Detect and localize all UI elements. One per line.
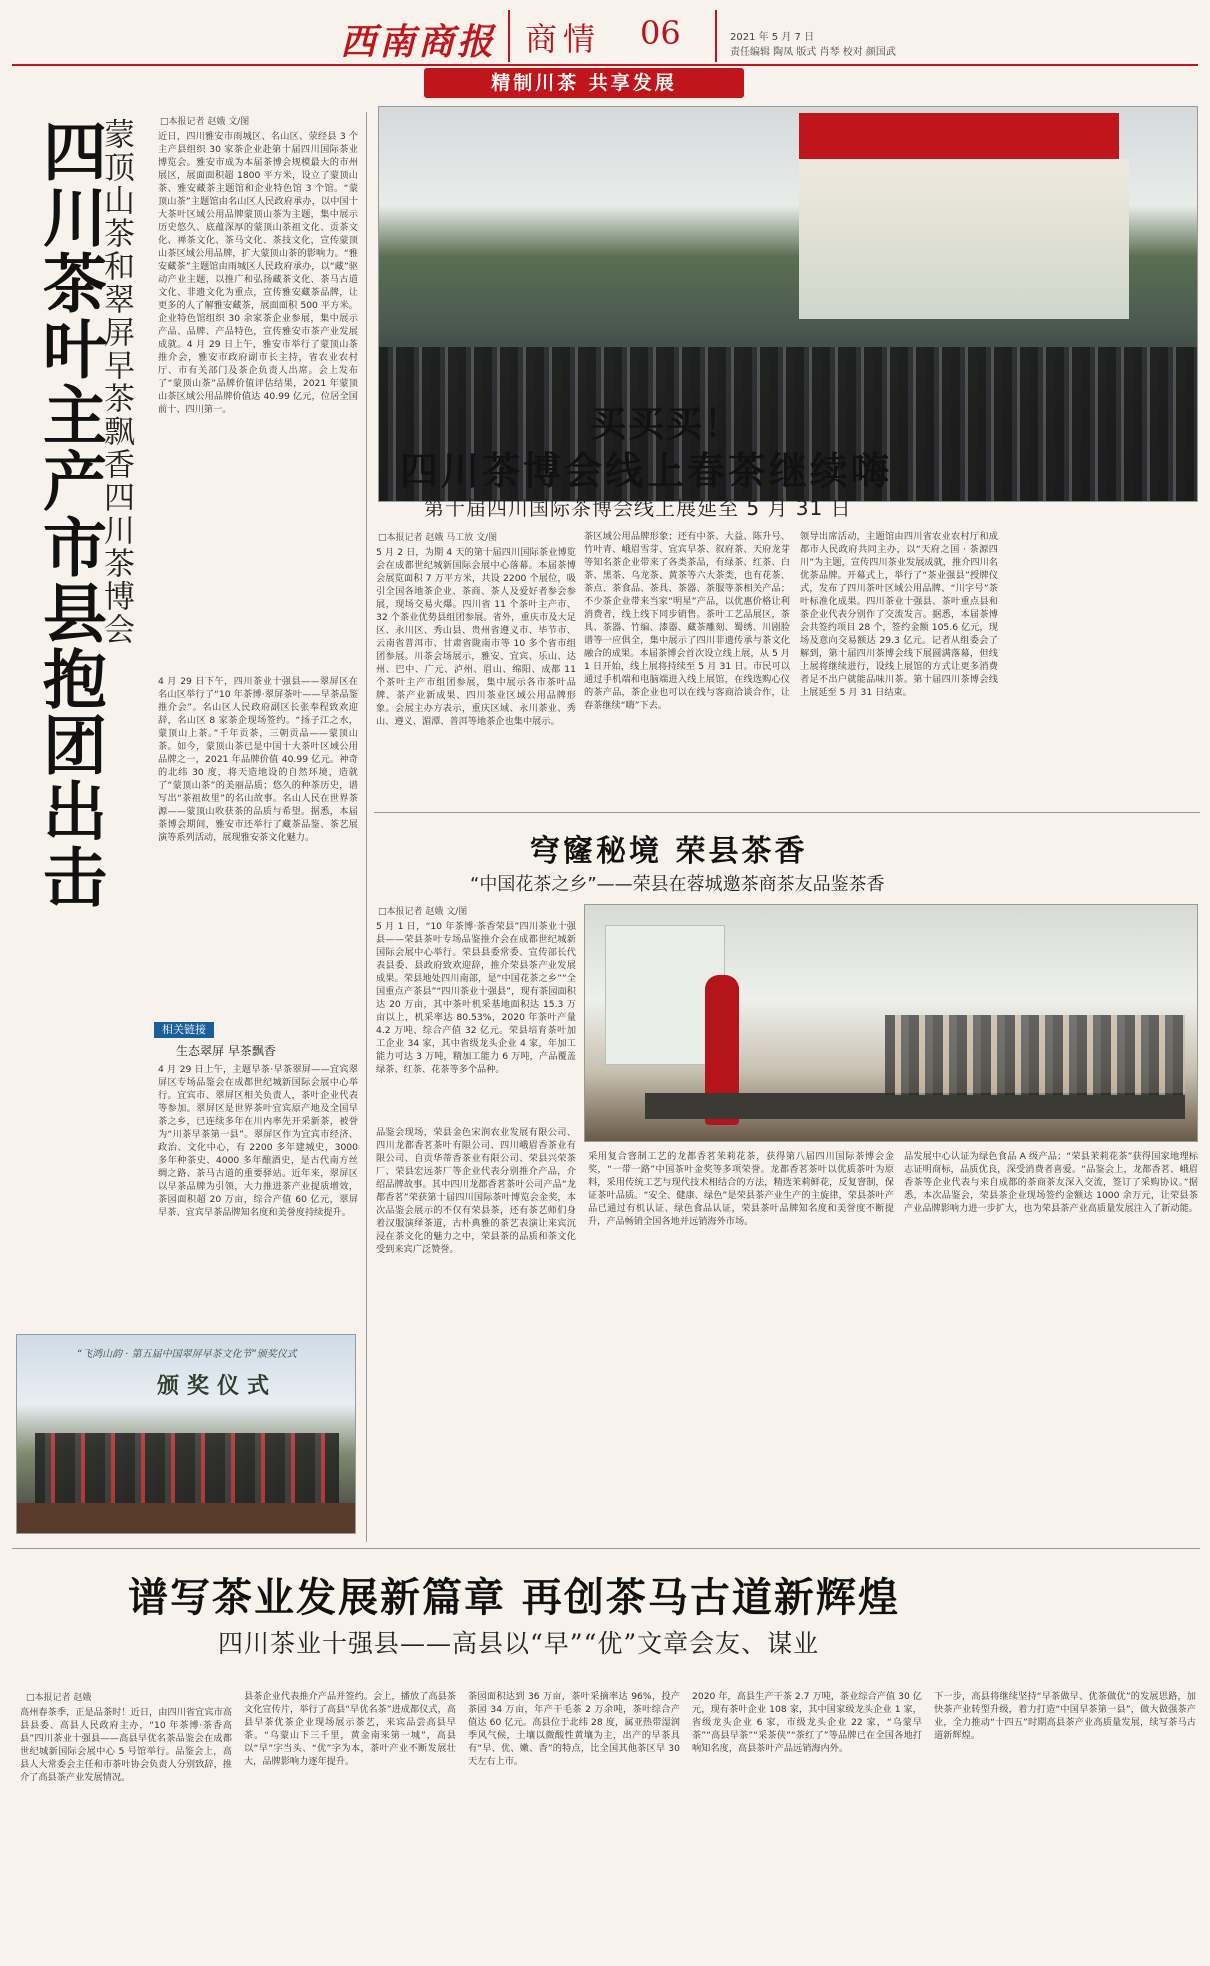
- tea-guests: [885, 1015, 1185, 1095]
- rongxian-byline: □本报记者 赵娥 文/图: [378, 907, 468, 917]
- expo-col-1: 5 月 2 日，为期 4 天的第十届四川国际茶业博览会在成都世纪城新国际会展中心落幕。本届茶博会展览面积 7 万平方米，共设 2200 个展位，吸引全国各地茶企业、茶商、茶人及爱好者参会参展，现场交易火爆。四川省 11 个茶叶主产市、32 个茶业优势县组团参展。省外，重庆市及大足区、永川区、秀山县、贵州省遵义市、毕节市、云南省普洱市、甘肃省陇南市等 10 多个省市组团参展。川茶会场展示，雅安、宜宾、乐山、达州、巴中、广元、泸州、眉山、绵阳、成都 11 个茶叶主产市组团参展，集中展示各市茶叶品牌、茶产业新成果、四川茶业区域公用品牌形象。会展主办方表示，重庆区域、永川茶业、秀山、遵义、湄潭、普洱等地茶企也集中展示。: [376, 547, 576, 727]
- tea-ceremony-photo: [584, 904, 1198, 1142]
- section-rule-2: [12, 1548, 1200, 1549]
- gaoxian-byline: □本报记者 赵娥: [26, 1693, 92, 1703]
- gaoxian-headline: 谱写茶业发展新篇章 再创茶马古道新辉煌: [128, 1574, 900, 1621]
- banner: 精制川茶 共享发展: [424, 68, 744, 98]
- gaoxian-col-4: 2020 年，高县生产干茶 2.7 万吨，茶业综合产值 30 亿元，现有茶叶企业 108 家，其中国家级龙头企业 1 家，省级龙头企业 6 家，市级龙头企业 22 家，“乌蒙早茶”“高县早茶”“采茶侠”“茶红了”等品牌已在全国各地打响知名度，高县茶叶产品远销海内外。: [692, 1691, 922, 1754]
- gaoxian-col-3: 茶园面积达到 36 万亩，茶叶采摘率达 96%，投产茶园 34 万亩，年产干毛茶 2 万余吨，茶叶综合产值达 60 亿元。高县位于北纬 28 度，属亚热带湿润季风气候，土壤以微酸性黄壤为主，出产的早茶具有“早、优、嫩、香”的特点，比全国其他茶区早 30 天左右上市。: [468, 1691, 680, 1767]
- section-title: 商情: [525, 20, 602, 58]
- award-ceremony-photo: [16, 1334, 356, 1534]
- related-title: 生态翠屏 早茶飘香: [176, 1044, 276, 1058]
- expo-byline: □本报记者 赵娥 马工放 文/图: [378, 533, 498, 543]
- rongxian-subhead: “中国花茶之乡”——荣县在蓉城邀茶商茶友品鉴茶香: [470, 874, 885, 895]
- expo-kicker: 买买买！: [590, 403, 743, 445]
- column-divider: [366, 112, 367, 1542]
- lead-subhead: 蒙顶山茶和翠屏早茶飘香四川茶博会: [98, 118, 134, 646]
- masthead-rule: [12, 64, 1198, 66]
- page-number: 06: [640, 14, 681, 52]
- award-photo-caption: “飞鸿山韵 · 第五届中国翠屏早茶文化节”颁奖仪式: [77, 1349, 297, 1360]
- masthead: [0, 0, 1210, 94]
- expo-subhead: 第十届四川国际茶博会线上展延至 5 月 31 日: [424, 496, 852, 520]
- paper-name: 西南商报: [340, 21, 497, 63]
- expo-col-4: [1006, 530, 1198, 804]
- lead-body-1: 近日，四川雅安市雨城区、名山区、荥经县 3 个主产县组织 30 家茶企业赴第十届四川国际茶业博览会。雅安市成为本届茶博会规模最大的市州展区，展面面积超 1800 平方米，设立了蒙顶山茶、雅安藏茶主题馆和企业特色馆 3 个馆。“蒙顶山茶”主题馆由名山区人民政府承办，以中国十大茶叶区域公用品牌蒙顶山茶为主题，集中展示历史悠久、底蕴深厚的蒙顶山茶祖文化、贡茶文化、禅茶文化、茶马文化、茶技文化，宣传蒙顶山茶区域公用品牌，扩大蒙顶山茶的影响力。“雅安藏茶”主题馆由雨城区人民政府承办，以“藏”驱动产业主题，以推广和弘扬藏茶文化、茶马古道文化、非遗文化为重点，宣传雅安藏茶品牌，让更多的人了解雅安藏茶，展面面积 500 平方米。企业特色馆组织 30 余家茶企业参展，集中展示产品、品牌、产品特色，宣传雅安市茶产业发展成就。4 月 29 日上午，雅安市举行了蒙顶山茶推介会，雅安市政府副市长主持，省农业农村厅、市有关部门及茶企负责人出席。会上发布了“蒙顶山茶”品牌价值评估结果，2021 年蒙顶山茶区域公用品牌价值达 40.99 亿元，位居全国前十、四川第一。: [158, 131, 358, 415]
- related-tag: 相关链接: [154, 1022, 214, 1038]
- rongxian-col-3: 采用复合窨制工艺的龙都香茗茉莉花茶，获得第八届四川国际茶博会金奖，“一带一路”中国茶叶金奖等多项荣誉。龙都香茗茶叶以优质茶叶为原料，采用传统工艺与现代技术相结合的方法，精选茉莉鲜花，反复窨制，保证茶叶品质。“安全、健康、绿色”是荣县茶产业生产的主旋律，荣县茶叶产品已通过有机认证、绿色食品认证，荣县茶叶品牌知名度和美誉度不断提升，产品畅销全国各地并远销海外市场。: [588, 1151, 894, 1227]
- gaoxian-subhead: 四川茶业十强县——高县以“早”“优”文章会友、谋业: [218, 1629, 820, 1658]
- expo-booth-sign: [799, 113, 1119, 159]
- award-stage-people: [35, 1433, 339, 1503]
- award-stage-floor: [17, 1503, 356, 1534]
- expo-col-2: 茶区域公用品牌形象；还有中茶、大益、陈升号、竹叶青、峨眉雪芽、宜宾早茶、叙府茶、天府龙芽等知名茶企业带来了各类茶品，有绿茶、红茶、白茶、黑茶、乌龙茶、黄茶等六大茶类，也有花茶、茶点、茶食品、茶具、茶器、茶服等茶相关产品；不少茶企业带来当家“明星”产品，以优惠价格让利消费者，线上线下同步销售。茶叶工艺品展区，茶具、茶器、竹编、漆器、藏茶雕刻、蜀绣、川剧脸谱等一应俱全，集中展示了四川非遗传承与茶文化融合的成果。本届茶博会首次设立线上展，从 5 月 1 日开始，线上展将持续至 5 月 31 日。市民可以通过手机端和电脑端进入线上展馆，在线选购心仪的茶产品，茶企业也可以在线与客商洽谈合作，让春茶继续“嗨”下去。: [584, 531, 790, 711]
- gaoxian-col-5: 下一步，高县将继续坚持“早茶做早、优茶做优”的发展思路，加快茶产业转型升级，着力打造“中国早茶第一县”，做大做强茶产业，全力推动“十四五”时期高县茶产业高质量发展，续写茶马古道新辉煌。: [934, 1691, 1196, 1741]
- rongxian-col-2: 品鉴会现场，荣县金色宋润农业发展有限公司、四川龙都香茗茶叶有限公司、四川峨眉香茶业有限公司、自贡华蒂香茶业有限公司、荣县兴荣茶厂、荣县宏远茶厂等企业代表分别推介产品，介绍品牌故事。其中四川龙都香茗茶叶公司产品“龙都香茗”荣获第十届四川国际茶叶博览会金奖，本次品鉴会展示的不仅有荣县茶，还有茶艺师们身着汉服演绎茶道，古朴典雅的茶艺表演让来宾沉浸在茶文化的魅力之中，荣县茶的品质和茶文化受到来宾广泛赞誉。: [376, 1127, 576, 1255]
- rongxian-col-4: 品发展中心认证为绿色食品 A 级产品；“荣县茉莉花茶”获得国家地理标志证明商标，品质优良，深受消费者喜爱。“品鉴会上，龙都香茗、峨眉香茶等企业代表与来自成都的茶商茶友深入交流，签订了采购协议。”据悉，本次品鉴会，荣县茶企业现场签约金额达 1000 余万元，让荣县茶产业品牌影响力进一步扩大，也为荣县茶产业高质量发展注入了新动能。: [904, 1151, 1198, 1214]
- gaoxian-col-2: 县茶企业代表推介产品并签约。会上，播放了高县茶文化宣传片，举行了高县“早优名茶”进成都仪式，高县早茶优茶企业现场展示茶艺，来宾品尝高县早茶。“乌蒙山下三千里，黄金南来第一城”，高县以“早”字当头、“优”字为本，茶叶产业不断发展壮大，品牌影响力逐年提升。: [244, 1691, 456, 1767]
- gaoxian-col-1: 高州春茶季，正是品茶时！近日，由四川省宜宾市高县县委、高县人民政府主办，“10 年茶博·茶香高县”四川茶业十强县——高县早优名茶品鉴会在成都世纪城新国际会展中心 5 号馆举行。品鉴会上，高县人大常委会主任和市茶叶协会负责人分别致辞，推介了高县茶产业发展情况。: [20, 1707, 232, 1783]
- lead-byline: □本报记者 赵娥 文/图: [160, 117, 250, 127]
- expo-booth-wall: [799, 159, 1129, 319]
- editors-credit: 责任编辑 陶凤 版式 肖琴 校对 颜国武: [730, 47, 896, 58]
- rongxian-col-1: 5 月 1 日，“10 年茶博·茶香荣县”四川茶业十强县——荣县茶叶专场品鉴推介会在成都世纪城新国际会展中心举行。荣县县委常委、宣传部长代表县委、县政府致欢迎辞，推介荣县茶产业发展成果。荣县地处四川南部，是“中国花茶之乡”“全国重点产茶县”“四川茶业十强县”，现有茶园面积达 20 万亩，其中茶叶机采基地面积达 15.3 万亩以上，机采率达 80.53%，2020 年茶叶产量 4.2 万吨、综合产值 32 亿元。荣县培育茶叶加工企业 34 家，其中省级龙头企业 4 家，年加工能力可达 3 万吨，精加工能力 6 万吨，产品覆盖绿茶、红茶、花茶等多个品种。: [376, 921, 576, 1075]
- section-box: [508, 10, 510, 62]
- rongxian-headline: 穹窿秘境 荣县茶香: [530, 834, 808, 869]
- expo-col-3: 领导出席活动，主题馆由四川省农业农村厅和成都市人民政府共同主办，以“天府之国 · 茶源四川”为主题，宣传四川茶业发展成就，推介四川名优茶品牌。开幕式上，举行了“茶业强县”授牌仪式，发布了四川茶叶区域公用品牌、“川字号”茶叶标准化成果。四川茶业十强县、茶叶重点县和茶企业代表分别作了交流发言。据悉，本届茶博会共签约项目 28 个，签约金额 105.6 亿元，现场及意向交易额达 29.3 亿元。记者从组委会了解到，第十届四川茶博会线下展圆满落幕，但线上展将继续进行，设线上展馆的方式让更多消费者足不出户就能品味川茶。第十届四川茶博会线上展延至 5 月 31 日结束。: [800, 531, 998, 698]
- lead-headline: 四川茶叶主产市县抱团出击: [32, 118, 107, 910]
- lead-body-3: 4 月 29 日上午，主题早茶·早茶翠屏——宜宾翠屏区专场品鉴会在成都世纪城新国际会展中心举行。宜宾市、翠屏区相关负责人，茶叶企业代表等参加。翠屏区是世界茶叶宜宾原产地及全国早茶之乡，已连续多年在川内率先开采新茶，被誉为“川茶早茶第一县”。翠屏区作为宜宾市经济、政治、文化中心，有 2200 多年建城史，3000 多年种茶史、4000 多年酿酒史，是古代南方丝绸之路、茶马古道的重要驿站。近年来，翠屏区以早茶品牌为引领，大力推进茶产业提质增效，茶园面积超 20 万亩，综合产值 60 亿元，翠屏早茶、宜宾早茶品牌知名度和美誉度持续提升。: [158, 1064, 358, 1218]
- award-photo-title: 颁奖仪式: [157, 1373, 278, 1399]
- issue-date: 2021 年 5 月 7 日: [730, 32, 815, 43]
- section-rule-1: [374, 812, 1200, 813]
- lead-body-2: 4 月 29 日下午，四川茶业十强县——翠屏区在名山区举行了“10 年茶博·翠屏茶叶——早茶品鉴推介会”。名山区人民政府副区长张奉程致欢迎辞，名山区 8 家茶企现场签约。“扬子江之水，蒙顶山上茶。”千年贡茶，三朝贡品——蒙顶山茶。如今，蒙顶山茶已是中国十大茶叶区域公用品牌之一，2021 年品牌价值 40.99 亿元。神奇的北纬 30 度，将天造地设的自然环境，造就了“蒙顶山茶”的美丽品质；悠久的种茶历史，谱写出“茶祖故里”的名山故事。名山人民在世界茶源——蒙顶山收获茶的品质与希望。据悉，本届茶博会期间，雅安市还举行了藏茶品鉴、茶艺展演等系列活动，展现雅安茶文化魅力。: [158, 676, 358, 843]
- expo-headline: 四川茶博会线上春茶继续嗨: [400, 448, 893, 493]
- tea-table: [645, 1093, 1185, 1119]
